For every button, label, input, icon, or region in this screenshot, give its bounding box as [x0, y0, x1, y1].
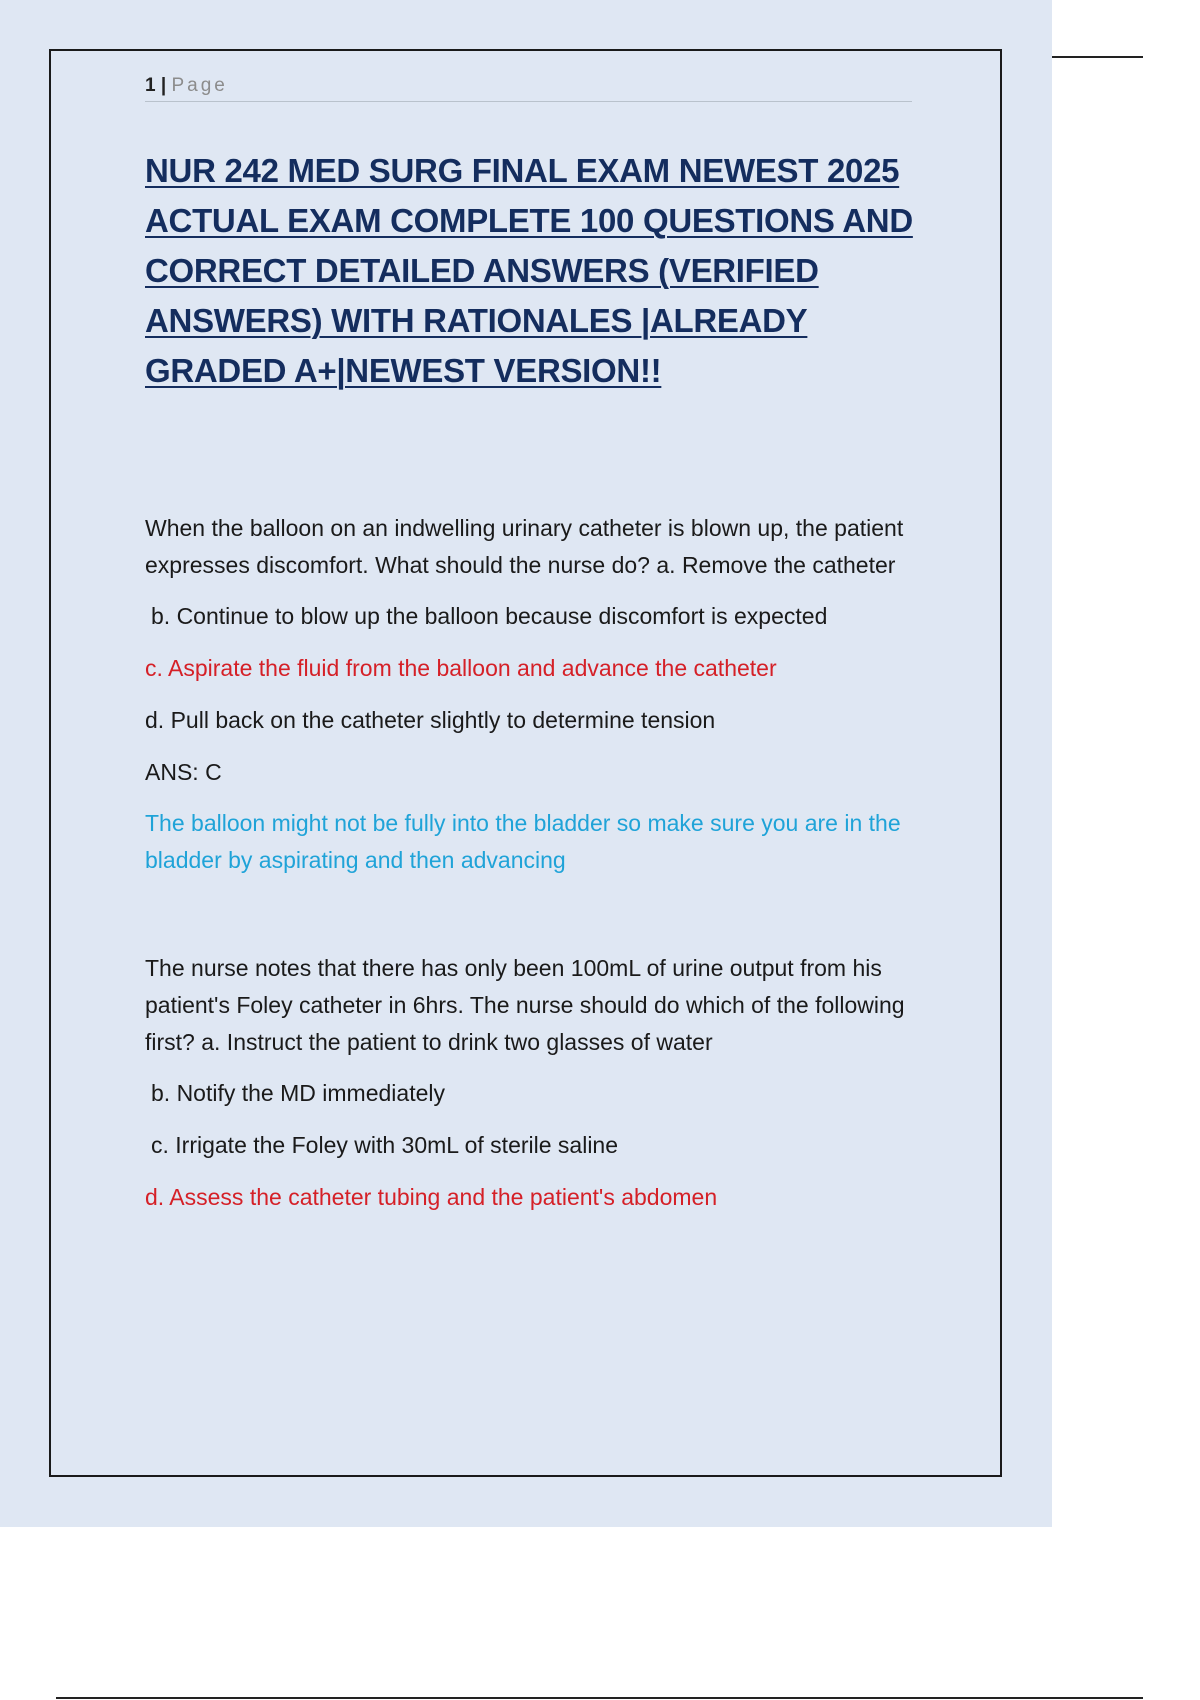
page-number: 1	[145, 75, 156, 96]
question-1-stem: When the balloon on an indwelling urinary catheter is blown up, the patient expresses discomfort. What should the nurse do? a. Remove the catheter	[145, 515, 904, 578]
question-2-option-c: c. Irrigate the Foley with 30mL of sterile saline	[151, 1132, 619, 1158]
question-1-rationale: The balloon might not be fully into the bladder so make sure you are in the bladder by aspirating and then advancing	[145, 810, 901, 873]
question-1-option-c-correct: c. Aspirate the fluid from the balloon and advance the catheter	[145, 655, 777, 681]
question-list	[145, 510, 905, 1231]
question-1-option-d: d. Pull back on the catheter slightly to determine tension	[145, 707, 716, 733]
top-right-rule	[1052, 56, 1143, 58]
question-2	[145, 950, 905, 1216]
question-2-stem: The nurse notes that there has only been 100mL of urine output from his patient's Foley catheter in 6hrs. The nurse should do which of the following first? a. Instruct the patient to drink two glasses of water	[145, 955, 905, 1055]
page-header-separator: |	[160, 75, 167, 96]
question-1-answer: ANS: C	[145, 759, 222, 785]
question-2-option-b: b. Notify the MD immediately	[151, 1080, 445, 1106]
question-1-option-b: b. Continue to blow up the balloon because discomfort is expected	[151, 603, 828, 629]
question-1	[145, 510, 905, 879]
question-2-option-d-correct: d. Assess the catheter tubing and the patient's abdomen	[145, 1184, 718, 1210]
page-header	[145, 74, 912, 102]
document-title: NUR 242 MED SURG FINAL EXAM NEWEST 2025 ACTUAL EXAM COMPLETE 100 QUESTIONS AND CORRECT DETAILED ANSWERS (VERIFIED ANSWERS) WITH RATIONALES |ALREADY GRADED A+|NEWEST VERSION!!	[145, 152, 913, 389]
bottom-rule	[56, 1697, 1143, 1699]
page-header-label: Page	[171, 75, 228, 96]
